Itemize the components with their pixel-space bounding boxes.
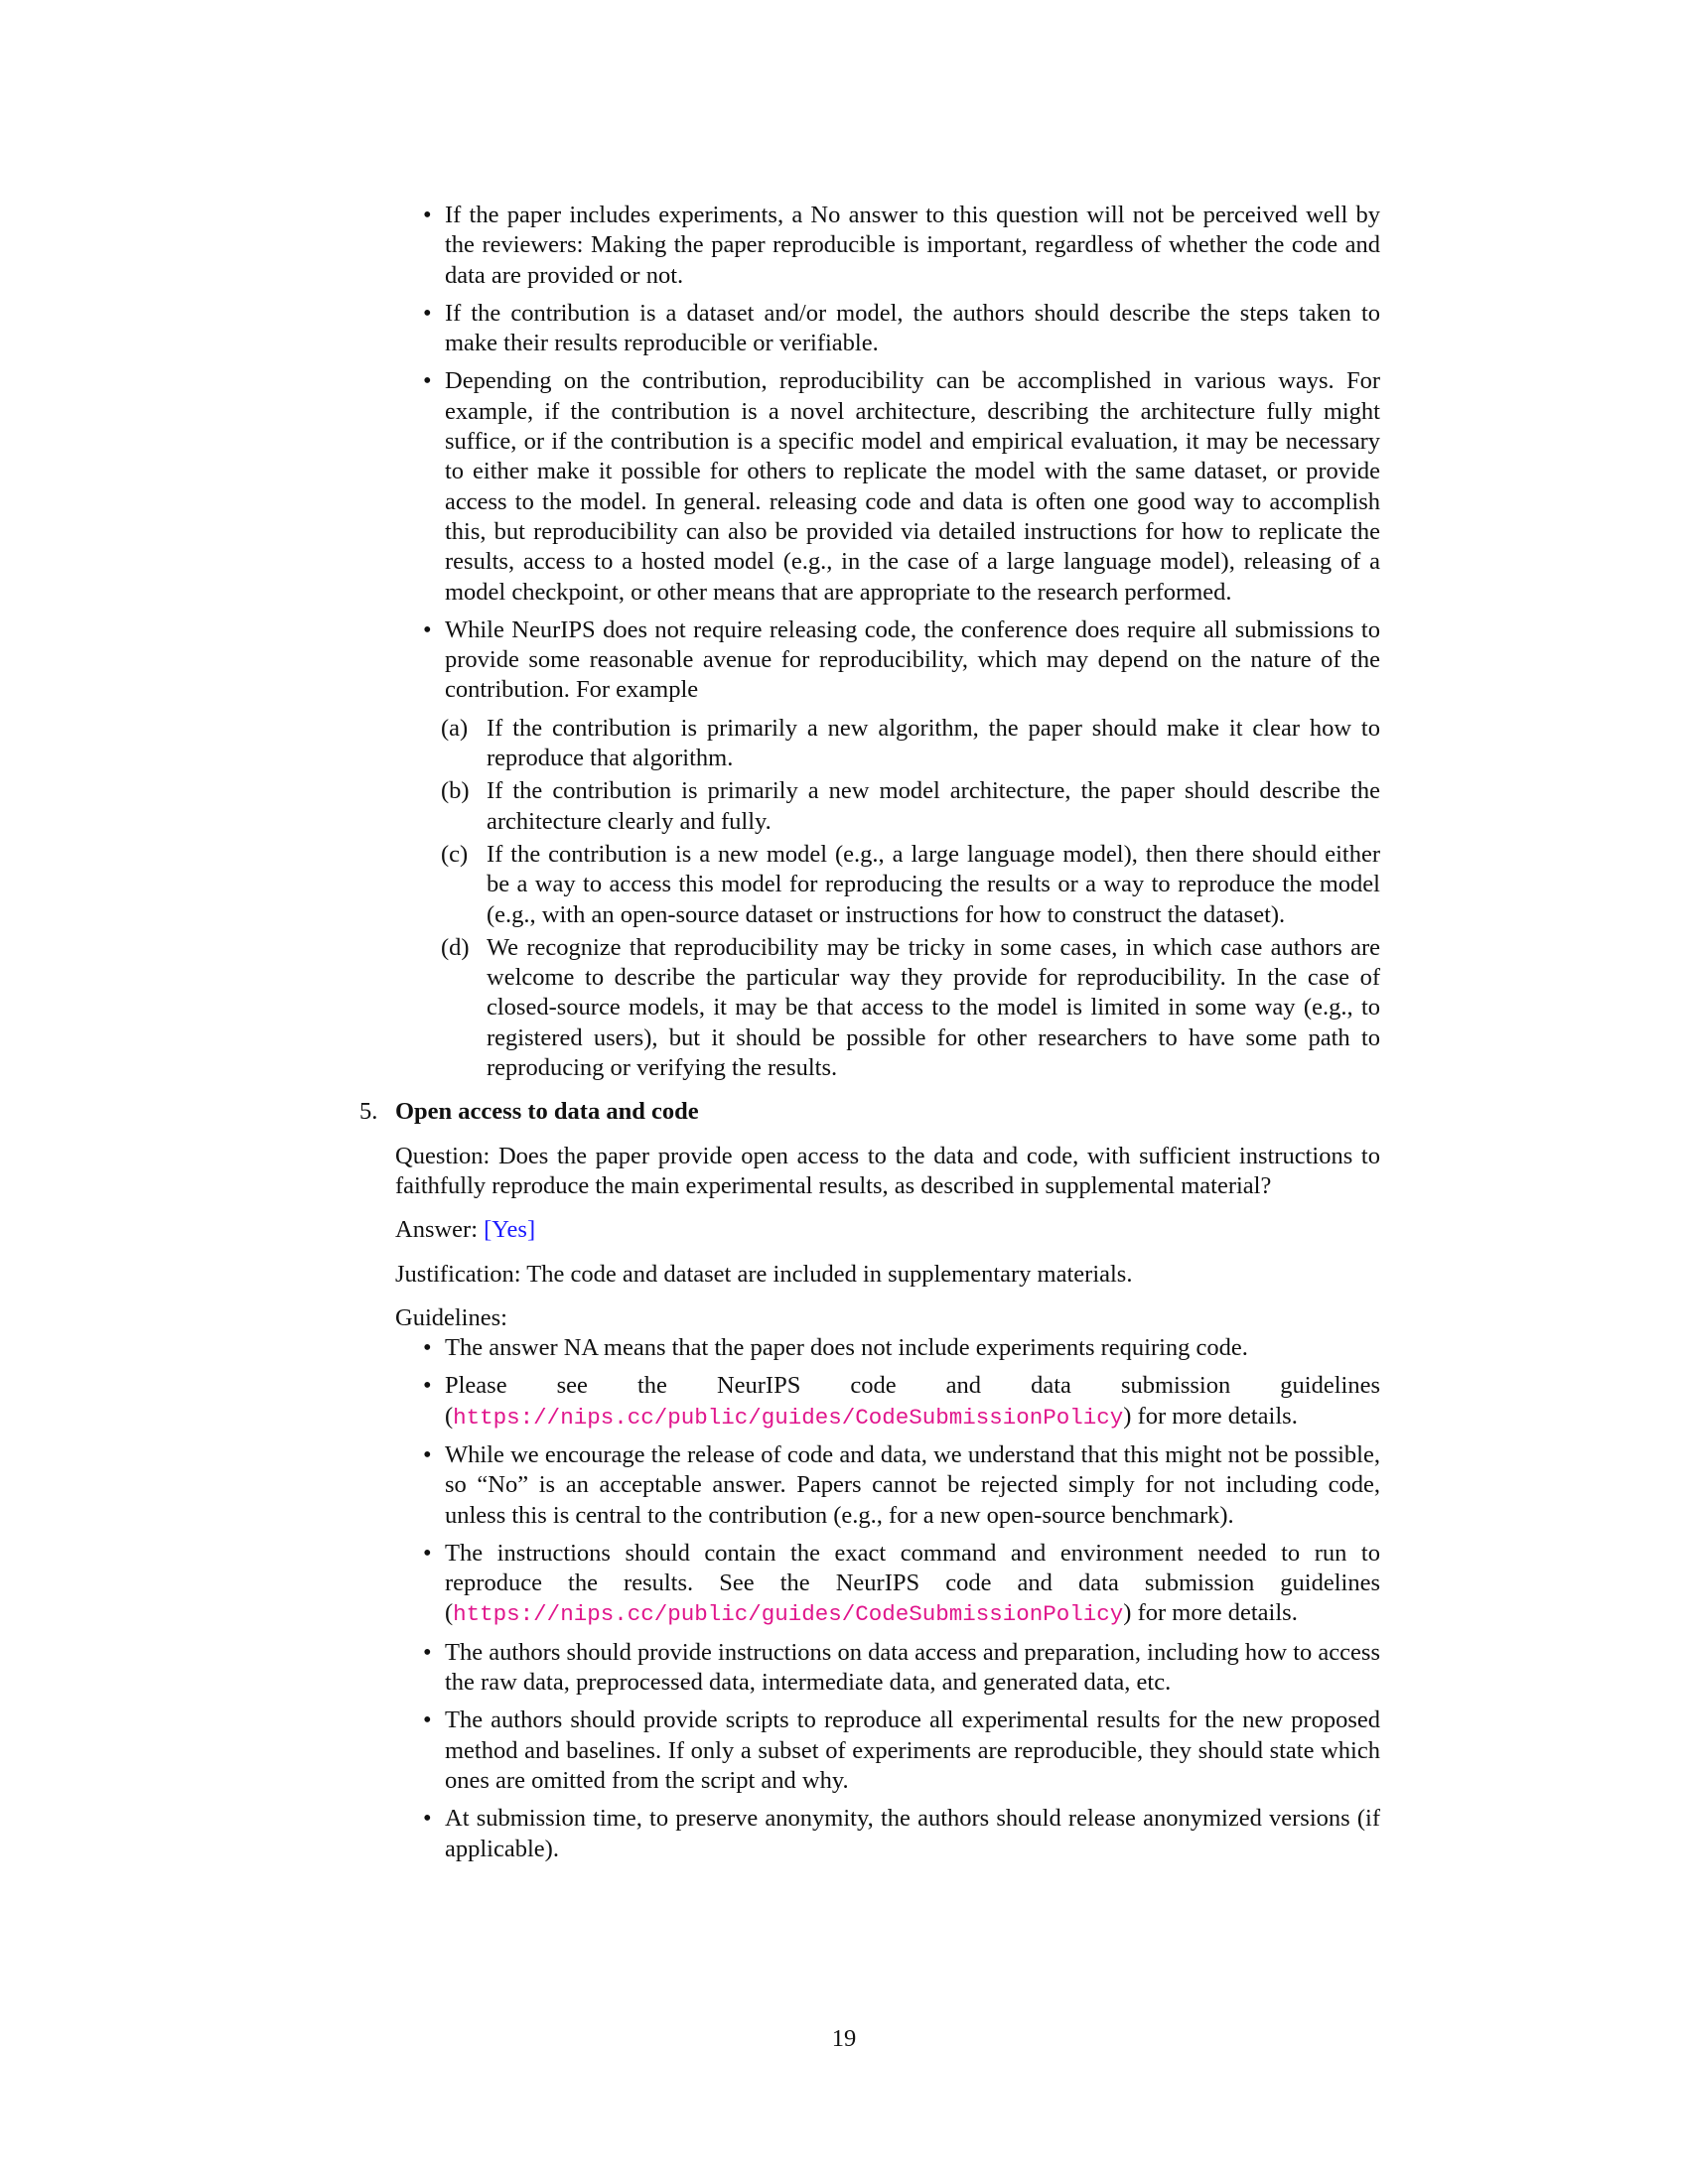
list-item: (b) If the contribution is primarily a new model architecture, the paper should describe the architecture clearly and fully. xyxy=(441,777,1380,835)
list-item: • The instructions should contain the exact command and environment needed to run to reproduce the results. See the NeurIPS code and data submission guidelines (https://nips.cc/public/guides/CodeSubmissionPolicy) for more details. xyxy=(423,1539,1380,1628)
reproducibility-guidelines-list xyxy=(355,201,1380,706)
list-item: • The answer NA means that the paper does not include experiments requiring code. xyxy=(445,1333,1380,1363)
question-text: Question: Does the paper provide open access to the data and code, with sufficient instructions to faithfully reproduce the main experimental results, as described in supplemental material? xyxy=(395,1142,1380,1199)
bullet-icon: • xyxy=(423,1539,432,1567)
bullet-icon: • xyxy=(423,1372,432,1400)
answer-line: Answer: [Yes] xyxy=(395,1216,536,1244)
list-item: • While we encourage the release of code and data, we understand that this might not be possible, so “No” is an acceptable answer. Papers cannot be rejected simply for not including code, unless this is central to the contribution (e.g., for a new open-source benchmark). xyxy=(423,1440,1380,1529)
list-item: (d) We recognize that reproducibility may be tricky in some cases, in which case authors are welcome to describe the particular way they provide for reproducibility. In the case of closed-source models, it may be that access to the model is limited in some way (e.g., to registered users), but it should be possible for other researchers to have some path to reproducing or verifying the results. xyxy=(441,933,1380,1082)
list-item: • At submission time, to preserve anonymity, the authors should release anonymized versions (if applicable). xyxy=(423,1805,1380,1862)
bullet-icon: • xyxy=(423,1706,432,1734)
bullet-icon: • xyxy=(423,1805,432,1833)
list-item: • The authors should provide scripts to reproduce all experimental results for the new proposed method and baselines. If only a subset of experiments are reproducible, they should state which ones are omitted from the script and why. xyxy=(423,1706,1380,1794)
bullet-icon: • xyxy=(423,202,432,228)
section-title: Open access to data and code xyxy=(395,1098,699,1126)
bullet-icon: • xyxy=(423,615,432,643)
list-item: • Depending on the contribution, reproducibility can be accomplished in various ways. For example, if the contribution is a novel architecture, describing the architecture fully might suffice, or if the contribution is a specific model and empirical evaluation, it may be necessary to either make it possible for others to replicate the model with the same dataset, or provide access to the model. In general. releasing code and data is often one good way to accomplish this, but reproducibility can also be provided via detailed instructions for how to replicate the results, access to a hosted model (e.g., in the case of a large language model), releasing of a model checkpoint, or other means that are appropriate to the research performed. xyxy=(423,367,1380,606)
answer-link[interactable]: [Yes] xyxy=(484,1216,536,1244)
list-item: (c) If the contribution is a new model (e.g., a large language model), then there should either be a way to access this model for reproducing the results or a way to reproduce the model (e.g., with an open-source dataset or instructions for how to construct the dataset). xyxy=(441,840,1380,928)
code-guidelines-list xyxy=(355,1333,1380,1864)
bullet-icon: • xyxy=(423,1638,432,1666)
guidelines-label: Guidelines: xyxy=(395,1303,507,1331)
list-item: • While NeurIPS does not require releasing code, the conference does require all submissions to provide some reasonable avenue for reproducibility, which may depend on the nature of the contribution. For example xyxy=(423,615,1380,704)
list-item: • If the paper includes experiments, a No answer to this question will not be perceived well by the reviewers: Making the paper reproducible is important, regardless of whether the code and data are provided or not. xyxy=(423,202,1380,289)
bullet-icon: • xyxy=(423,299,432,327)
section-heading xyxy=(355,1097,1380,1127)
bullet-icon: • xyxy=(423,367,432,395)
section-number: 5. xyxy=(359,1098,378,1126)
list-item: • Please see the NeurIPS code and data submission guidelines (https://nips.cc/public/guides/CodeSubmissionPolicy) for more details. xyxy=(423,1372,1380,1431)
contribution-cases-list xyxy=(355,714,1380,1084)
code-submission-policy-link[interactable]: https://nips.cc/public/guides/CodeSubmissionPolicy xyxy=(453,1404,1124,1431)
justification-text: Justification: The code and dataset are included in supplementary materials. xyxy=(395,1260,1133,1288)
code-submission-policy-link[interactable]: https://nips.cc/public/guides/CodeSubmissionPolicy xyxy=(453,1601,1124,1628)
list-item: (a) If the contribution is primarily a new algorithm, the paper should make it clear how to reproduce that algorithm. xyxy=(441,714,1380,772)
page-number: 19 xyxy=(831,2025,857,2052)
bullet-icon: • xyxy=(423,1334,432,1362)
bullet-icon: • xyxy=(423,1440,432,1468)
list-item: • If the contribution is a dataset and/or model, the authors should describe the steps taken to make their results reproducible or verifiable. xyxy=(423,299,1380,357)
list-item: • The authors should provide instructions on data access and preparation, including how to access the raw data, preprocessed data, intermediate data, and generated data, etc. xyxy=(423,1638,1380,1697)
page-content xyxy=(355,201,1380,1872)
